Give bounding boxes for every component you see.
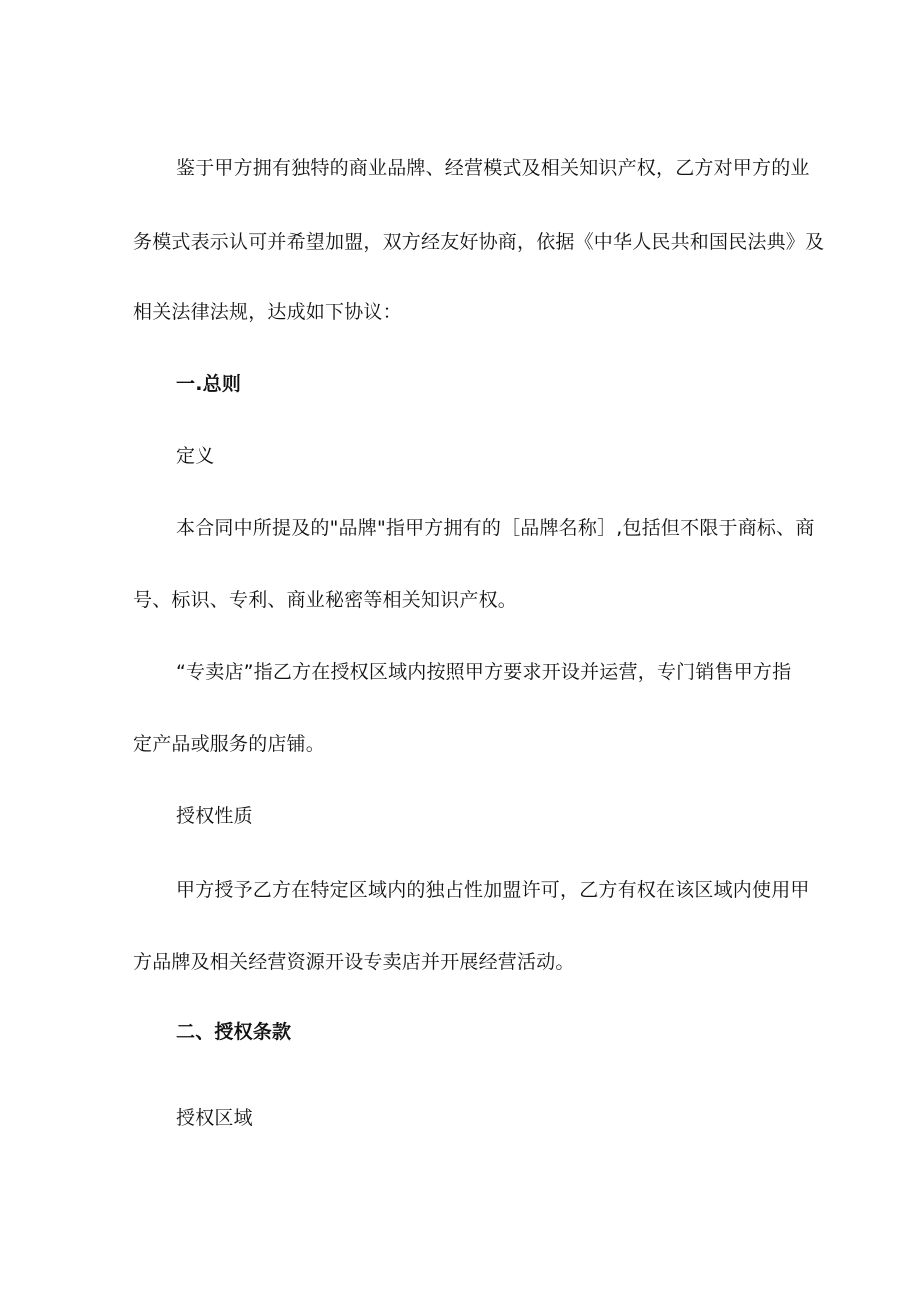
definition-store-line-2: 定产品或服务的店铺。 [133, 733, 326, 755]
authorization-line-1: 甲方授予乙方在特定区域内的独占性加盟许可，乙方有权在该区域内使用甲 [176, 879, 810, 901]
preamble-line-3: 相关法律法规，达成如下协议： [133, 301, 402, 323]
subheading-authorization-nature: 授权性质 [176, 805, 253, 827]
section-heading-authorization-terms: 二、授权条款 [176, 1021, 292, 1043]
definition-brand-line-2: 号、标识、专利、商业秘密等相关知识产权。 [133, 589, 518, 611]
authorization-line-2: 方品牌及相关经营资源开设专卖店并开展经营活动。 [133, 951, 575, 973]
definition-store-line-1: “专卖店”指乙方在授权区域内按照甲方要求开设并运营，专门销售甲方指 [176, 661, 792, 683]
section-heading-general: 一.总则 [176, 373, 242, 395]
preamble-line-1: 鉴于甲方拥有独特的商业品牌、经营模式及相关知识产权，乙方对甲方的业 [176, 157, 810, 179]
subheading-authorization-area: 授权区域 [176, 1107, 253, 1129]
definition-brand-line-1: 本合同中所提及的"品牌"指甲方拥有的［品牌名称］,包括但不限于商标、商 [176, 517, 815, 539]
preamble-line-2: 务模式表示认可并希望加盟，双方经友好协商，依据《中华人民共和国民法典》及 [133, 231, 825, 253]
subheading-definition: 定义 [176, 445, 215, 467]
